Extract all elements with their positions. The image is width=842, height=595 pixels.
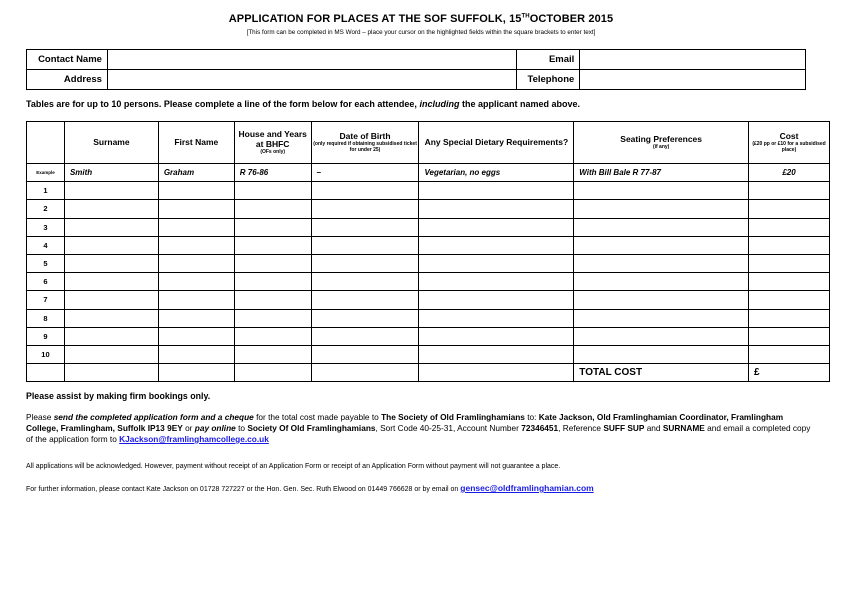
total-row-empty (311, 364, 419, 382)
example-dietary: Vegetarian, no eggs (419, 164, 574, 182)
contact-table (26, 49, 806, 90)
first-name-cell[interactable] (158, 218, 234, 236)
house-years-cell[interactable] (234, 254, 311, 272)
dietary-cell[interactable] (419, 291, 574, 309)
example-surname: Smith (64, 164, 158, 182)
row-number: 9 (27, 327, 65, 345)
seating-cell[interactable] (574, 291, 749, 309)
address-label: Address (27, 70, 108, 90)
dob-cell[interactable] (311, 273, 419, 291)
dietary-cell[interactable] (419, 218, 574, 236)
col-header-surname: Surname (64, 122, 158, 164)
seating-cell[interactable] (574, 309, 749, 327)
contact-name-label: Contact Name (27, 50, 108, 70)
dietary-cell[interactable] (419, 200, 574, 218)
cost-cell[interactable] (749, 345, 830, 363)
house-years-cell[interactable] (234, 182, 311, 200)
payment-instructions: Please send the completed application form and a cheque for the total cost made payable to The Society of Old Framlinghamians to: Kate Jackson, Old Framlinghamian Coordinator, Framlingham College, Framlingham, Suffolk IP13 9EY or pay online to Society Of Old Framlinghamians, Sort Code 40-25-31, Account Number 72346451, Reference SUFF SUP and SURNAME and email a completed copy of the application form to KJackson@framlinghamcollege.co.uk (26, 412, 811, 444)
first-name-cell[interactable] (158, 182, 234, 200)
email-field[interactable] (580, 50, 806, 70)
cost-cell[interactable] (749, 254, 830, 272)
first-name-cell[interactable] (158, 327, 234, 345)
total-row-empty (419, 364, 574, 382)
house-years-cell[interactable] (234, 291, 311, 309)
house-years-cell[interactable] (234, 327, 311, 345)
table-row (27, 218, 830, 236)
row-number: 2 (27, 200, 65, 218)
row-number: 8 (27, 309, 65, 327)
example-cost: £20 (749, 164, 830, 182)
telephone-label: Telephone (517, 70, 580, 90)
cost-cell[interactable] (749, 291, 830, 309)
dob-cell[interactable] (311, 309, 419, 327)
total-cost-label: TOTAL COST (574, 364, 749, 382)
seating-cell[interactable] (574, 254, 749, 272)
seating-cell[interactable] (574, 182, 749, 200)
col-header-first-name: First Name (158, 122, 234, 164)
dob-cell[interactable] (311, 327, 419, 345)
first-name-cell[interactable] (158, 309, 234, 327)
table-row (27, 254, 830, 272)
cost-cell[interactable] (749, 236, 830, 254)
gensec-email-link[interactable]: gensec@oldframlinghamian.com (460, 483, 594, 493)
surname-cell[interactable] (64, 309, 158, 327)
cost-cell[interactable] (749, 273, 830, 291)
cost-cell[interactable] (749, 309, 830, 327)
total-row-empty (234, 364, 311, 382)
row-number: 6 (27, 273, 65, 291)
col-header-dietary: Any Special Dietary Requirements? (419, 122, 574, 164)
house-years-cell[interactable] (234, 309, 311, 327)
surname-cell[interactable] (64, 182, 158, 200)
row-number: 10 (27, 345, 65, 363)
row-number: 1 (27, 182, 65, 200)
seating-cell[interactable] (574, 345, 749, 363)
house-years-cell[interactable] (234, 273, 311, 291)
example-dob: – (311, 164, 419, 182)
form-subtitle: [This form can be completed in MS Word – place your cursor on the highlighted fields within the square brackets to enter text] (246, 29, 596, 36)
first-name-cell[interactable] (158, 291, 234, 309)
total-cost-field[interactable]: £ (749, 364, 830, 382)
cost-cell[interactable] (749, 327, 830, 345)
surname-cell[interactable] (64, 273, 158, 291)
table-row (27, 345, 830, 363)
dietary-cell[interactable] (419, 345, 574, 363)
address-field[interactable] (107, 70, 516, 90)
dob-cell[interactable] (311, 218, 419, 236)
row-number: 5 (27, 254, 65, 272)
surname-cell[interactable] (64, 327, 158, 345)
firm-bookings-note: Please assist by making firm bookings only. (26, 391, 211, 401)
contact-name-field[interactable] (107, 50, 516, 70)
seating-cell[interactable] (574, 236, 749, 254)
first-name-cell[interactable] (158, 254, 234, 272)
dob-cell[interactable] (311, 291, 419, 309)
col-header-dob: Date of Birth (only required if obtaining subsidised ticket for under 25) (311, 122, 419, 164)
table-row (27, 236, 830, 254)
surname-cell[interactable] (64, 200, 158, 218)
first-name-cell[interactable] (158, 236, 234, 254)
col-header-seating: Seating Preferences (if any) (574, 122, 749, 164)
dob-cell[interactable] (311, 254, 419, 272)
total-row (27, 364, 830, 382)
col-header-cost: Cost (£20 pp or £10 for a subsidised place) (749, 122, 830, 164)
telephone-field[interactable] (580, 70, 806, 90)
table-row (27, 327, 830, 345)
house-years-cell[interactable] (234, 200, 311, 218)
dietary-cell[interactable] (419, 327, 574, 345)
dob-cell[interactable] (311, 200, 419, 218)
further-info: For further information, please contact Kate Jackson on 01728 727227 or the Hon. Gen. Sec. Ruth Elwood on 01449 766628 or by email on gensec@oldframlinghamian.com (26, 483, 594, 493)
example-house-years: R 76-86 (234, 164, 311, 182)
table-row (27, 309, 830, 327)
first-name-cell[interactable] (158, 273, 234, 291)
email-label: Email (517, 50, 580, 70)
attendees-table (26, 121, 830, 382)
col-header-house-years: House and Years at BHFC (OFs only) (234, 122, 311, 164)
table-row (27, 200, 830, 218)
dietary-cell[interactable] (419, 182, 574, 200)
row-number: 4 (27, 236, 65, 254)
seating-cell[interactable] (574, 273, 749, 291)
surname-cell[interactable] (64, 218, 158, 236)
total-row-empty (64, 364, 158, 382)
seating-cell[interactable] (574, 200, 749, 218)
dietary-cell[interactable] (419, 236, 574, 254)
first-name-cell[interactable] (158, 345, 234, 363)
house-years-cell[interactable] (234, 236, 311, 254)
row-number: 3 (27, 218, 65, 236)
surname-cell[interactable] (64, 236, 158, 254)
row-number: 7 (27, 291, 65, 309)
dob-cell[interactable] (311, 345, 419, 363)
example-first-name: Graham (158, 164, 234, 182)
col-header-number (27, 122, 65, 164)
seating-cell[interactable] (574, 327, 749, 345)
example-row (27, 164, 830, 182)
house-years-cell[interactable] (234, 218, 311, 236)
total-row-empty (158, 364, 234, 382)
cost-cell[interactable] (749, 200, 830, 218)
dietary-cell[interactable] (419, 273, 574, 291)
example-seating: With Bill Bale R 77-87 (574, 164, 749, 182)
instruction-text: Tables are for up to 10 persons. Please complete a line of the form below for each attendee, including the applicant named above. (26, 99, 580, 109)
coordinator-email-link[interactable]: KJackson@framlinghamcollege.co.uk (119, 434, 269, 444)
cost-cell[interactable] (749, 182, 830, 200)
example-label: Example (27, 164, 65, 182)
surname-cell[interactable] (64, 345, 158, 363)
header-row (27, 122, 830, 164)
first-name-cell[interactable] (158, 200, 234, 218)
acknowledgement-note: All applications will be acknowledged. However, payment without receipt of an Application Form or receipt of an Application Form without payment will not guarantee a place. (26, 463, 561, 470)
table-row (27, 182, 830, 200)
dietary-cell[interactable] (419, 309, 574, 327)
seating-cell[interactable] (574, 218, 749, 236)
dietary-cell[interactable] (419, 254, 574, 272)
house-years-cell[interactable] (234, 345, 311, 363)
dob-cell[interactable] (311, 182, 419, 200)
table-row (27, 291, 830, 309)
cost-cell[interactable] (749, 218, 830, 236)
surname-cell[interactable] (64, 254, 158, 272)
total-row-empty (27, 364, 65, 382)
table-row (27, 273, 830, 291)
surname-cell[interactable] (64, 291, 158, 309)
dob-cell[interactable] (311, 236, 419, 254)
form-title: APPLICATION FOR PLACES AT THE SOF SUFFOLK, 15THOCTOBER 2015 (228, 13, 614, 25)
